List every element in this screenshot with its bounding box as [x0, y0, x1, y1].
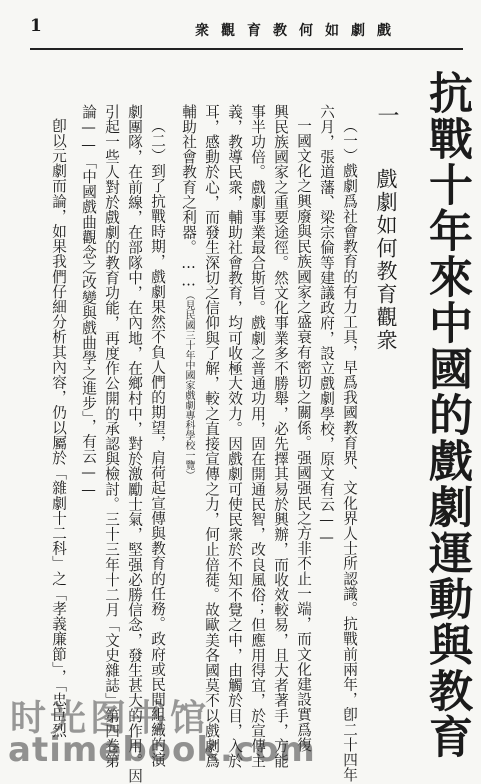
watermark-chinese: 时光图书馆: [10, 698, 211, 739]
header-rule: [30, 48, 463, 50]
page-number: 1: [30, 16, 42, 36]
body-column: 卽以元劇而論，如果我們仔細分析其內容，仍以屬於「雜劇十二科」之「孝義廉節」，「忠臣烈: [50, 118, 67, 738]
body-column: （二）到了抗戰時期，戲劇果然不負人們的期望，肩荷起宣傳與教育的任務。政府或民間組織的演: [149, 118, 166, 768]
body-column: 劇團隊，在前線，在部隊中，在內地，在鄉村中，對於激勵士氣，堅强必勝信念，發生甚大的作用。因: [126, 104, 143, 784]
body-column: 一國文化之興廢與民族國家之盛衰有密切之關係。强國强民之方非不止一端，而文化建設實爲復: [295, 118, 312, 753]
section-number: 一: [374, 104, 399, 128]
body-column: 事半功倍。戲劇事業最合斯旨。戲劇之普通功用，固在開通民智，改良風俗；但應用得宜，於宣傳主: [249, 104, 266, 769]
body-column: 興民族國家之重要途徑。然文化事業多不勝舉，必先擇其易於興辦，而收效較易，且大者著手，方能: [272, 104, 289, 769]
watermark-url: atimebook.com: [8, 730, 316, 770]
main-title: 抗戰十年來中國的戲劇運動與教育: [421, 70, 472, 760]
body-column: 耳，感動於心，而發生深切之信仰與了解，較之直接宣傳之力，何止倍蓰。故歐美各國莫不以戲劇爲: [203, 104, 220, 769]
section-heading: [363, 104, 397, 404]
citation-note: （見民國三十年中國家戲劇專科學校一覽）: [183, 290, 194, 480]
body-column: 義，教導民衆，輔助社會教育，均可收極大效力。因戲劇可使民衆於不知不覺之中，由觸於目，入於: [226, 104, 243, 769]
body-column: 引起一些人對於戲劇的教育功能，再度作公開的承認與檢討。三十三年十二月「文史雜誌」第四卷第: [103, 104, 120, 769]
section-title: 戲劇如何教育觀衆: [374, 168, 398, 352]
body-column: 論——「中國戲曲觀念之改變與戲曲學之進步」，有云——: [80, 104, 97, 499]
body-column: （一）戲劇爲社會教育的有力工具，早爲我國教育界、文化界人士所認識。抗戰前兩年，卽二十四年: [341, 118, 358, 783]
running-head: 戲劇如何教育觀衆: [195, 23, 403, 39]
body-column: 六月，張道藩、梁宗倫等建議政府，設立戲劇學校，原文有云——: [318, 104, 335, 547]
body-column: 輔助社會教育之利器。……（見民國三十年中國家戲劇專科學校一覽）: [180, 104, 197, 480]
